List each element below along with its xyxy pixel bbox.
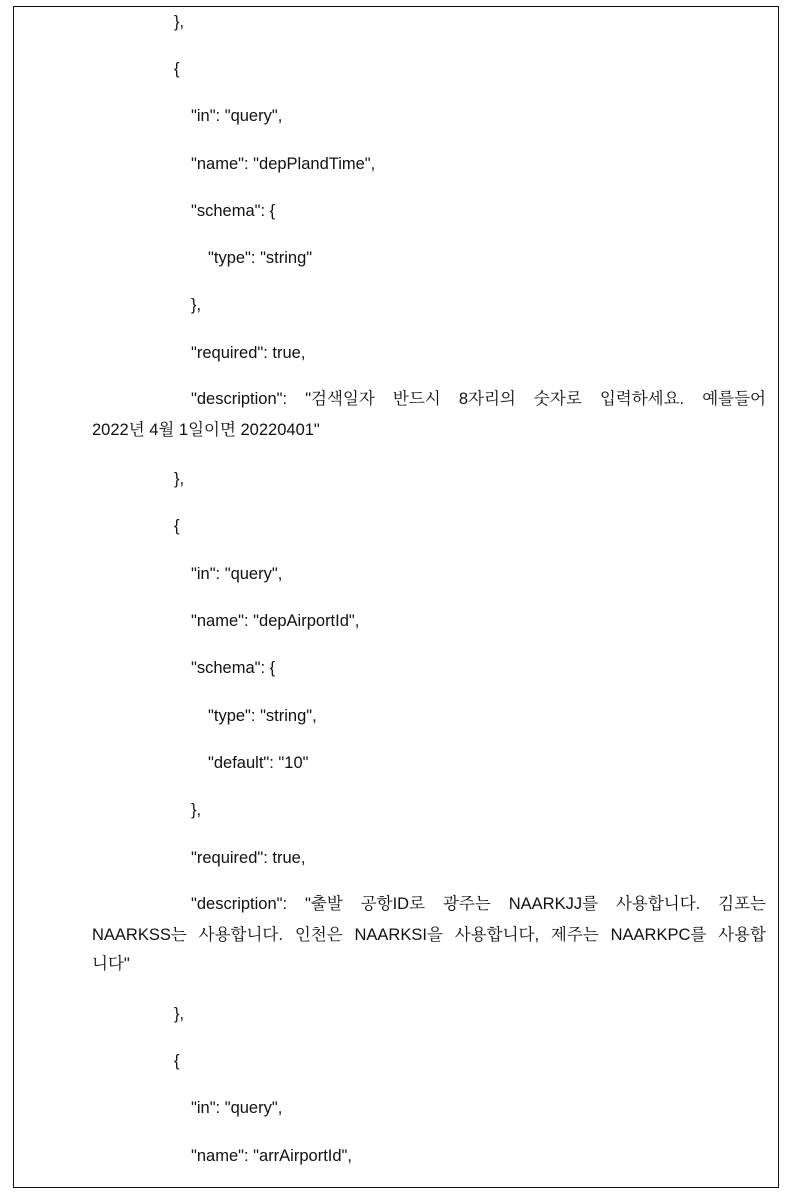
code-line-in: "in": "query", [191,107,283,125]
code-line-close-brace: }, [174,1005,185,1023]
code-line-close-brace: }, [174,13,185,31]
document-frame [13,6,779,1188]
code-line-schema-close: }, [191,296,202,314]
code-line-in: "in": "query", [191,1099,283,1117]
code-line-required: "required": true, [191,344,306,362]
description-line: NAARKSS는 사용합니다. 인천은 NAARKSI을 사용합니다, 제주는 NAARKPC를 사용합 [92,926,766,944]
code-line-default: "default": "10" [208,754,309,772]
code-line-open-brace: { [174,60,180,78]
code-line-name: "name": "depPlandTime", [191,155,376,173]
code-line-name: "name": "arrAirportId", [191,1147,352,1165]
description-line: 니다" [92,955,130,973]
code-line-close-brace: }, [174,470,185,488]
description-line: 2022년 4월 1일이면 20220401" [92,421,320,439]
code-line-type: "type": "string" [208,249,313,267]
code-line-schema: "schema": { [191,202,276,220]
code-line-open-brace: { [174,517,180,535]
code-line-in: "in": "query", [191,565,283,583]
description-line: "description": "검색일자 반드시 8자리의 숫자로 입력하세요. 예를들어 [191,390,766,408]
description-line: "description": "출발 공항ID로 광주는 NAARKJJ를 사용합니다. 김포는 [191,895,766,913]
code-line-required: "required": true, [191,849,306,867]
code-line-schema-close: }, [191,801,202,819]
code-line-open-brace: { [174,1052,180,1070]
code-line-name: "name": "depAirportId", [191,612,360,630]
code-line-schema: "schema": { [191,659,276,677]
code-line-type: "type": "string", [208,707,317,725]
